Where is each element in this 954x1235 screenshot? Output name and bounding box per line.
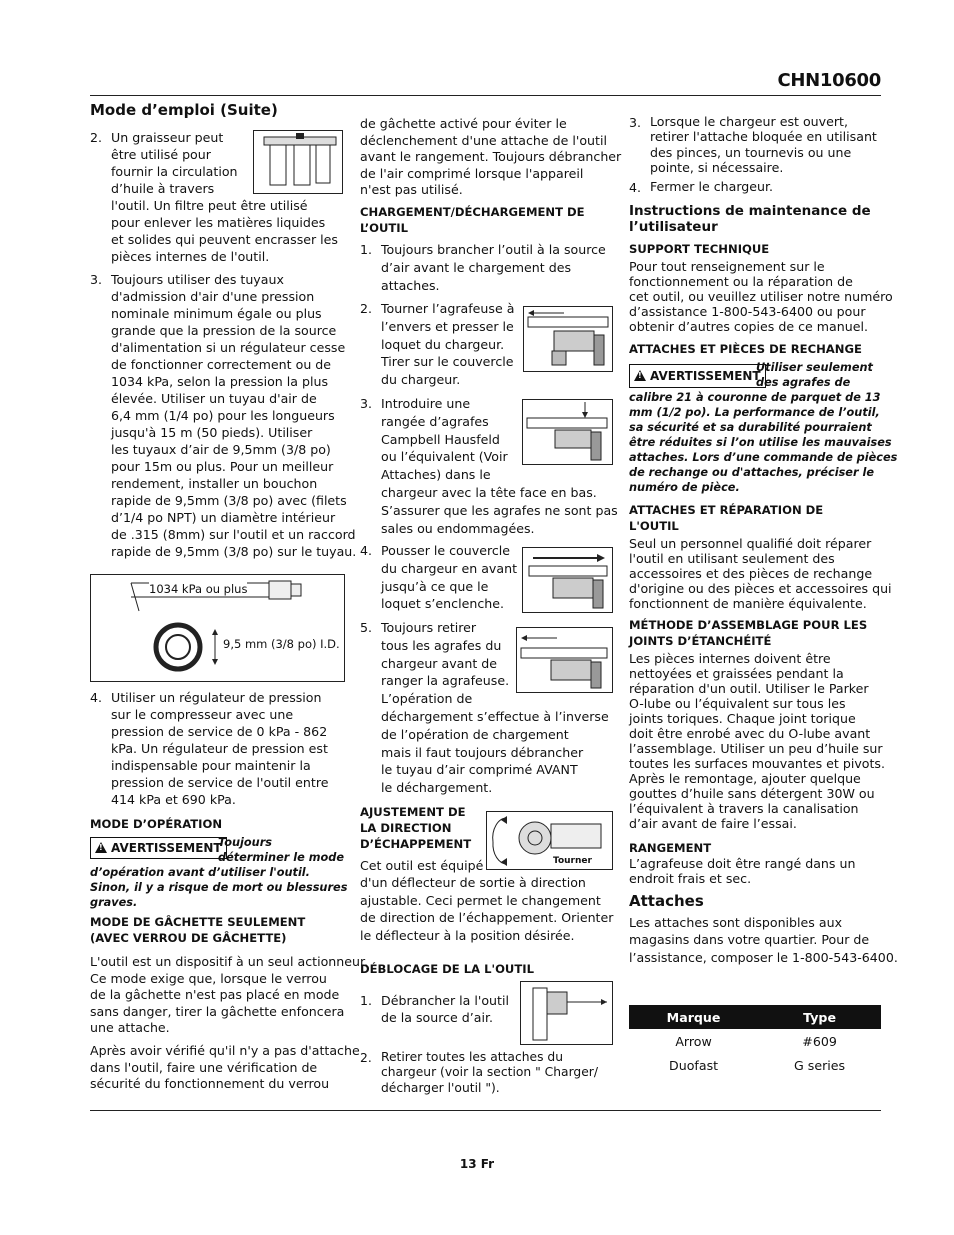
table-header-type: Type [758,1005,881,1029]
section-title: Mode d’emploi (Suite) [90,101,278,119]
text-line: Ce mode exige que, lorsque le verrou [90,970,327,986]
item-number: 2. [90,130,103,145]
text-line: chargeur avec la tête face en bas. [381,484,597,500]
text-line: 414 kPa et 690 kPa. [111,792,236,807]
stapler-icon [524,307,612,371]
text-line: avant le rangement. Toujours débrancher [360,149,622,165]
model-number: CHN10600 [777,70,881,91]
text-line: décharger l'outil "). [381,1080,500,1095]
text-line: sa sécurité et sa durabilité pourraient [629,421,872,434]
text-line: L'outil est un dispositif à un seul actionneur. [90,954,368,969]
jam-heading: DÉBLOCAGE DE LA L'OUTIL [360,962,534,976]
text-line: kPa. Un régulateur de pression est [111,741,328,756]
text-line: Fermer le chargeur. [650,179,774,194]
text-line: sécurité du fonctionnement du verrou [90,1076,330,1092]
header-rule [90,95,881,96]
trigger-paragraph-1 [90,954,368,1037]
text-line: L’opération de [381,691,473,707]
text-line: déterminer le mode [218,851,344,864]
text-line: ATTACHES ET RÉPARATION DE [629,503,824,517]
mode-heading: MODE D’OPÉRATION [90,817,223,831]
text-line: Instructions de maintenance de [629,203,871,219]
text-line: sans danger, tirer la gâchette enfoncera [90,1003,345,1019]
step-number: 4. [629,180,642,195]
table-cell: G series [794,1057,846,1073]
text-line: rapide de 9,5mm (3/8 po) avec (filets [111,493,347,508]
text-line: Tirer sur le couvercle [381,354,514,370]
text-line: l'outil. Un filtre peut être utilisé [111,198,308,213]
text-line: sales ou endommagées. [381,520,535,536]
text-line: Tourner l’agrafeuse à [381,301,515,316]
text-line: Toujours [218,836,273,849]
step-number: 3. [629,115,642,130]
text-line: Campbell Hausfeld [381,431,500,447]
table-cell: #609 [802,1033,837,1049]
text-line: le déflecteur à la position désirée. [360,927,575,943]
storage-heading: RANGEMENT [629,841,712,855]
text-line: Toujours retirer [381,620,477,635]
text-line: doit être enrobé avec du O-lube avant [629,726,871,741]
text-line: attaches. [381,277,440,293]
text-line: loquet s’enclenche. [381,596,504,612]
hose-figure [90,574,345,682]
text-line: Après avoir vérifié qu'il n'y a pas d'attache [90,1043,360,1058]
text-line: nominale minimum égale ou plus [111,306,322,321]
text-line: tous les agrafes du [381,637,502,653]
loading-heading [360,204,585,236]
step-text [650,114,890,176]
hose-pressure-label: 1034 kPa ou plus [149,582,248,596]
step-text [650,179,890,194]
text-line: grande que la pression de la source [111,323,337,338]
text-line: de la source d’air. [381,1010,494,1026]
text-line: indispensable pour maintenir la [111,758,311,773]
lubricator-icon [254,131,342,193]
lubricator-filter-figure [253,130,343,194]
text-line: MÉTHODE D’ASSEMBLAGE POUR LES [629,618,868,632]
step-text [381,1050,621,1096]
step-number: 3. [360,396,373,411]
table-row [629,1029,881,1053]
text-line: Cet outil est équipé [360,858,484,873]
text-line: une attache. [90,1020,170,1036]
text-line: pour 15m ou plus. Pour un meilleur [111,459,334,474]
item-number: 3. [90,272,103,287]
text-line: 6,4 mm (1/4 po) pour les longueurs [111,408,335,423]
text-line: LA DIRECTION [360,821,452,835]
text-line: être réduites si l’on utilise les mauvaises [629,436,892,449]
jam-figure [520,981,613,1045]
text-line: graves. [90,896,138,909]
hose-diameter-label: 9,5 mm (3/8 po) I.D. [223,637,340,651]
text-line: Un graisseur peut [111,130,224,145]
text-line: d’assistance 1-800-543-6400 ou pour [629,304,866,319]
text-line: l’utilisateur [629,218,718,235]
push-cover-icon [523,548,612,612]
text-line: numéro de pièce. [629,481,740,494]
text-line: de la gâchette n'est pas placé en mode [90,987,340,1003]
warning-label: AVERTISSEMENT [650,369,761,383]
insert-staples-figure [522,399,613,465]
storage-paragraph [629,856,889,886]
text-line: attaches. Lors d’une commande de pièces [629,451,898,464]
text-line: Pour tout renseignement sur le [629,259,825,274]
parts-heading: ATTACHES ET PIÈCES DE RECHANGE [629,342,862,356]
text-line: rapide de 9,5mm (3/8 po) sur le tuyau. [111,544,357,559]
magazine-open-figure [523,306,613,372]
text-line: retirer l'attache bloquée en utilisant [650,129,877,145]
table-header-brand: Marque [629,1005,758,1029]
text-line: d'origine ou des pièces et accessoires qui [629,581,892,596]
text-line: le déchargement. [381,780,493,796]
text-line: du chargeur. [381,372,461,388]
item-text [111,271,357,560]
text-line: fonctionnement ou la réparation de [629,274,853,289]
text-line: pression de service de l'outil entre [111,775,329,790]
text-line: d’opération avant d’utiliser l'outil. [90,866,310,879]
continued-paragraph [360,116,622,199]
text-line: Pousser le couvercle [381,543,511,558]
repair-paragraph [629,536,892,611]
text-line: fournir la circulation [111,164,238,179]
text-line: de rechange ou d'attaches, préciser le [629,466,874,479]
seal-paragraph [629,651,889,831]
text-line: Débrancher la l'outil [381,993,509,1008]
text-line: cet outil, ou veuillez utiliser notre numéro [629,289,893,304]
text-line: des agrafes de [756,376,851,389]
warning-text-1 [90,835,348,910]
text-line: S’assurer que les agrafes ne sont pas [381,502,618,518]
text-line: D’ÉCHAPPEMENT [360,837,472,851]
text-line: pointe, si nécessaire. [650,160,784,176]
text-line: Après le remontage, ajouter quelque [629,771,861,786]
text-line: de gâchette activé pour éviter le [360,116,567,131]
text-line: Attaches) dans le [381,467,491,483]
table-row [629,1053,881,1077]
page-number: 13 Fr [459,1157,495,1171]
text-line: pression de service de 0 kPa - 862 [111,724,328,739]
text-line: ranger la agrafeuse. [381,673,510,689]
footer-rule [90,1110,881,1111]
support-paragraph [629,259,893,334]
text-line: pour enlever les matières liquides [111,215,326,230]
text-line: L'OUTIL [629,519,679,533]
text-line: Lorsque le chargeur est ouvert, [650,114,848,129]
text-line: Les pièces internes doivent être [629,651,831,666]
text-line: Sinon, il y a risque de mort ou blessures [90,881,348,894]
text-line: d'alimentation si un régulateur cesse [111,340,346,355]
text-line: joints toriques. Chaque joint torique [629,711,856,726]
text-line: L’agrafeuse doit être rangé dans un [629,856,856,871]
text-line: l’assistance, composer le 1-800-543-6400. [629,949,898,965]
attaches-title: Attaches [629,892,704,910]
text-line: nettoyées et graissées pendant la [629,666,844,681]
text-line: L’OUTIL [360,221,409,235]
maintenance-heading [629,204,871,235]
text-line: déchargement s’effectue à l’inverse [381,708,609,724]
text-line: MODE DE GÂCHETTE SEULEMENT [90,915,306,929]
table-cell: Arrow [675,1033,712,1049]
text-line: jusqu'à 15 m (50 pieds). Utiliser [111,425,313,440]
step-number: 1. [360,242,373,257]
text-line: du chargeur en avant [381,560,518,576]
step-number: 4. [360,543,373,558]
text-line: le tuyau d’air comprimé AVANT [381,762,578,778]
item-number: 4. [90,690,103,705]
close-magazine-figure [522,547,613,613]
text-line: réparation d'un outil. Utiliser le Parker [629,681,869,696]
text-line: (AVEC VERROU DE GÂCHETTE) [90,931,287,945]
text-line: obtenir d’autres copies de ce manuel. [629,319,868,334]
text-line: pièces internes de l'outil. [111,249,270,264]
warning-label: AVERTISSEMENT [111,841,222,855]
text-line: magasins dans votre quartier. Pour de [629,932,870,948]
text-line: chargeur avant de [381,655,498,671]
text-line: JOINTS D’ÉTANCHÉITÉ [629,634,772,648]
text-line: ajustable. Ceci permet le changement [360,892,601,908]
text-line: l’équivalent à travers la canalisation [629,801,859,816]
text-line: gouttes d’huile sans détergent 30W ou [629,786,875,801]
text-line: loquet du chargeur. [381,336,505,352]
text-line: de fonctionner correctement ou de [111,357,332,372]
step-number: 5. [360,620,373,635]
text-line: d'un déflecteur de sortie à direction [360,875,586,891]
text-line: d’huile à travers [111,181,215,196]
text-line: dans l'outil, faire une vérification de [90,1059,318,1075]
text-line: de l'air comprimé lorsque l'appareil [360,165,584,181]
text-line: mais il faut toujours débrancher [381,744,584,760]
attaches-paragraph [629,914,898,966]
text-line: être utilisé pour [111,147,211,162]
text-line: d’air avant le chargement des [381,259,572,275]
staple-strip-icon [523,400,612,464]
text-line: d'admission d'air d'une pression [111,289,315,304]
turn-label: Tourner [553,856,592,866]
text-line: l’assemblage. Utiliser un peu d’huile sur [629,741,883,756]
text-line: calibre 21 à couronne de parquet de 13 [629,391,881,404]
text-line: mm (1/2 po). La performance de l’outil, [629,406,880,419]
text-line: rangée d’agrafes [381,413,489,429]
exhaust-heading [360,804,471,852]
text-line: fonctionnent de manière équivalente. [629,596,867,611]
text-line: rendement, installer un bouchon [111,476,318,491]
text-line: n'est pas utilisé. [360,182,463,198]
text-line: Utiliser seulement [756,361,873,374]
text-line: de direction de l’échappement. Orienter [360,910,614,926]
step-number: 2. [360,301,373,316]
warning-text-2 [629,360,898,495]
brands-table [629,1005,881,1077]
text-line: toutes les surfaces mouvantes et pivots. [629,756,885,771]
text-line: sur le compresseur avec une [111,707,294,722]
text-line: Retirer toutes les attaches du [381,1050,563,1064]
item-text [111,689,351,808]
text-line: endroit frais et sec. [629,871,752,886]
table-cell: Duofast [669,1057,719,1073]
text-line: accessoires et des pièces de rechange [629,566,873,581]
step-number: 2. [360,1051,372,1065]
text-line: et solides qui peuvent encrasser les [111,232,338,247]
seal-heading [629,617,867,649]
text-line: Toujours brancher l’outil à la source [381,242,606,257]
unload-icon [517,628,612,692]
text-line: l'outil en utilisant seulement des [629,551,835,566]
text-line: de l’opération de chargement [381,726,569,742]
text-line: CHARGEMENT/DÉCHARGEMENT DE [360,205,585,219]
text-line: O-lube ou l’équivalent sur tous les [629,696,846,711]
disconnect-icon [521,982,612,1044]
text-line: des pinces, un tournevis ou une [650,144,852,160]
text-line: chargeur (voir la section " Charger/ [381,1065,598,1080]
text-line: Introduire une [381,396,471,411]
text-line: Utiliser un régulateur de pression [111,690,322,705]
text-line: Seul un personnel qualifié doit réparer [629,536,872,551]
exhaust-paragraph [360,857,620,944]
step-text [381,241,621,294]
text-line: l’envers et presser le [381,318,514,334]
unload-figure [516,627,613,693]
text-line: 1034 kPa, selon la pression la plus [111,374,329,389]
text-line: AJUSTEMENT DE [360,805,466,819]
support-heading: SUPPORT TECHNIQUE [629,242,770,256]
text-line: d’air avant de faire l’essai. [629,816,797,831]
text-line: de .315 (8mm) sur l'outil et un raccord [111,527,356,542]
step-number: 1. [360,993,373,1008]
text-line: déclenchement d'une attache de l'outil [360,132,607,148]
text-line: ou l’équivalent (Voir [381,449,508,465]
repair-heading [629,502,823,534]
trigger-mode-heading [90,914,305,946]
text-line: élevée. Utiliser un tuyau d'air de [111,391,317,406]
text-line: d’1/4 po NPT) un diamètre intérieur [111,510,336,525]
trigger-paragraph-2 [90,1043,360,1093]
text-line: les tuyaux d’air de 9,5mm (3/8 po) [111,442,331,457]
text-line: Les attaches sont disponibles aux [629,915,843,930]
text-line: Toujours utiliser des tuyaux [111,272,284,287]
text-line: jusqu’à ce que le [381,578,489,594]
